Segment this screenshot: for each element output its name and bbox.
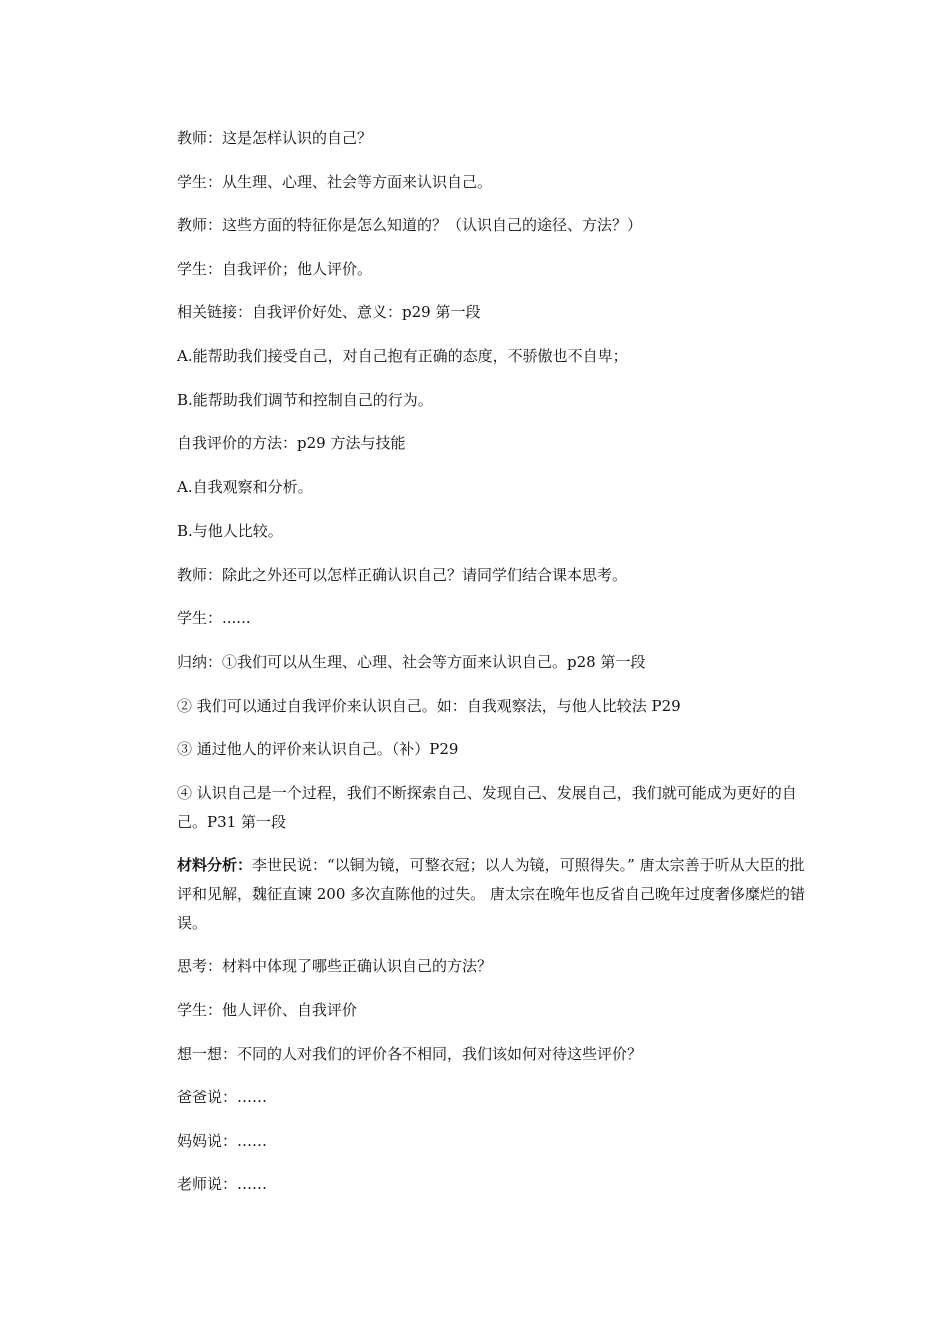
- paragraph: ② 我们可以通过自我评价来认识自己。如：自我观察法，与他人比较法 P29: [177, 697, 681, 715]
- paragraph: 教师：这是怎样认识的自己？: [177, 129, 373, 147]
- paragraph: 教师：除此之外还可以怎样正确认识自己？请同学们结合课本思考。: [177, 566, 628, 584]
- paragraph: ③ 通过他人的评价来认识自己。（补）P29: [177, 740, 459, 758]
- paragraph: A.能帮助我们接受自己，对自己抱有正确的态度，不骄傲也不自卑；: [177, 347, 628, 365]
- paragraph: 爸爸说：……: [177, 1088, 268, 1106]
- paragraph: 自我评价的方法：p29 方法与技能: [177, 434, 406, 452]
- material-analysis-text: 李世民说：“以铜为镜，可整衣冠；以人为镜，可照得失。” 唐太宗善于听从大臣的批评和见解，魏征直谏 200 多次直陈他的过失。 唐太宗在晚年也反省自己晚年过度奢侈糜烂的错误。: [177, 856, 805, 932]
- paragraph: 归纳：①我们可以从生理、心理、社会等方面来认识自己。p28 第一段: [177, 653, 646, 671]
- paragraph: 老师说：……: [177, 1175, 268, 1193]
- paragraph: 学生：......: [177, 609, 251, 627]
- paragraph: 相关链接：自我评价好处、意义：p29 第一段: [177, 303, 481, 321]
- paragraph: 教师：这些方面的特征你是怎么知道的？（认识自己的途径、方法？）: [177, 216, 643, 234]
- paragraph: B.能帮助我们调节和控制自己的行为。: [177, 391, 433, 409]
- material-analysis-label: 材料分析：: [177, 856, 253, 874]
- paragraph: 想一想：不同的人对我们的评价各不相同，我们该如何对待这些评价？: [177, 1045, 643, 1063]
- material-analysis-paragraph: [177, 851, 807, 938]
- paragraph: A.自我观察和分析。: [177, 478, 313, 496]
- paragraph: B.与他人比较。: [177, 522, 283, 540]
- paragraph: 学生：自我评价；他人评价。: [177, 260, 373, 278]
- paragraph: 妈妈说：……: [177, 1132, 268, 1150]
- paragraph: 学生：从生理、心理、社会等方面来认识自己。: [177, 173, 493, 191]
- paragraph: 思考：材料中体现了哪些正确认识自己的方法？: [177, 957, 493, 975]
- paragraph: ④ 认识自己是一个过程，我们不断探索自己、发现自己、发展自己，我们就可能成为更好的自己。P31 第一段: [177, 784, 797, 831]
- paragraph: 学生：他人评价、自我评价: [177, 1001, 358, 1019]
